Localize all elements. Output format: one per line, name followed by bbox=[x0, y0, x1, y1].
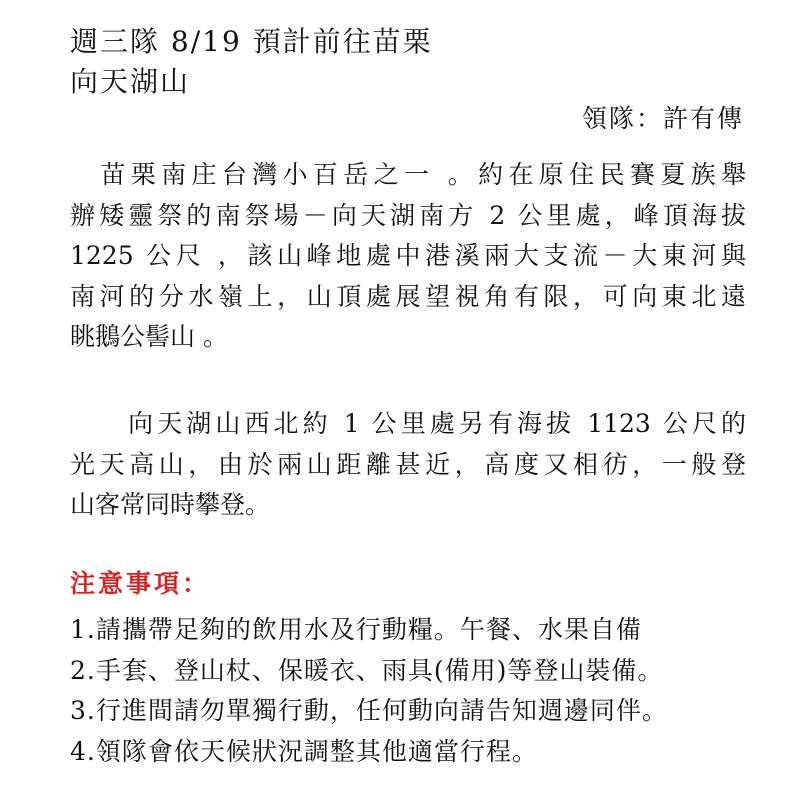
paragraph-line: 山客常同時攀登。 bbox=[70, 490, 271, 519]
paragraph-line: 南河的分水嶺上，山頂處展望視角有限，可向東北遠 bbox=[70, 281, 746, 311]
notice-list bbox=[70, 610, 750, 772]
paragraph-line: 苗栗南庄台灣小百岳之一 。約在原住民賽夏族舉 bbox=[70, 160, 746, 189]
paragraph-line: 向天湖山西北約 1 公里處另有海拔 1123 公尺的 bbox=[70, 409, 746, 438]
leader-label: 領隊：許有傳 bbox=[581, 104, 744, 133]
intro-paragraph bbox=[70, 155, 746, 358]
detail-paragraph bbox=[70, 404, 746, 526]
paragraph-line: 光天高山，由於兩山距離甚近，高度又相彷，一般登 bbox=[70, 449, 746, 479]
paragraph-line: 1225 公尺 ，該山峰地處中港溪兩大支流－大東河與 bbox=[70, 241, 746, 270]
notice-heading: 注意事項： bbox=[70, 569, 211, 598]
notice-item: 1.請攜帶足夠的飲用水及行動糧。午餐、水果自備 bbox=[70, 615, 642, 644]
paragraph-line: 辦矮靈祭的南祭場－向天湖南方 2 公里處，峰頂海拔 bbox=[70, 200, 746, 230]
notice-item: 4.領隊會依天候狀況調整其他適當行程。 bbox=[70, 736, 538, 766]
notice-item: 3.行進間請勿單獨行動，任何動向請告知週邊同伴。 bbox=[70, 696, 668, 725]
title-line-2: 向天湖山 bbox=[70, 65, 191, 98]
notice-item: 2.手套、登山杖、保暖衣、雨具(備用)等登山裝備。 bbox=[70, 655, 664, 685]
paragraph-line: 眺鵝公髻山 。 bbox=[70, 322, 228, 351]
title-line-1: 週三隊 8/19 預計前往苗栗 bbox=[70, 25, 433, 58]
